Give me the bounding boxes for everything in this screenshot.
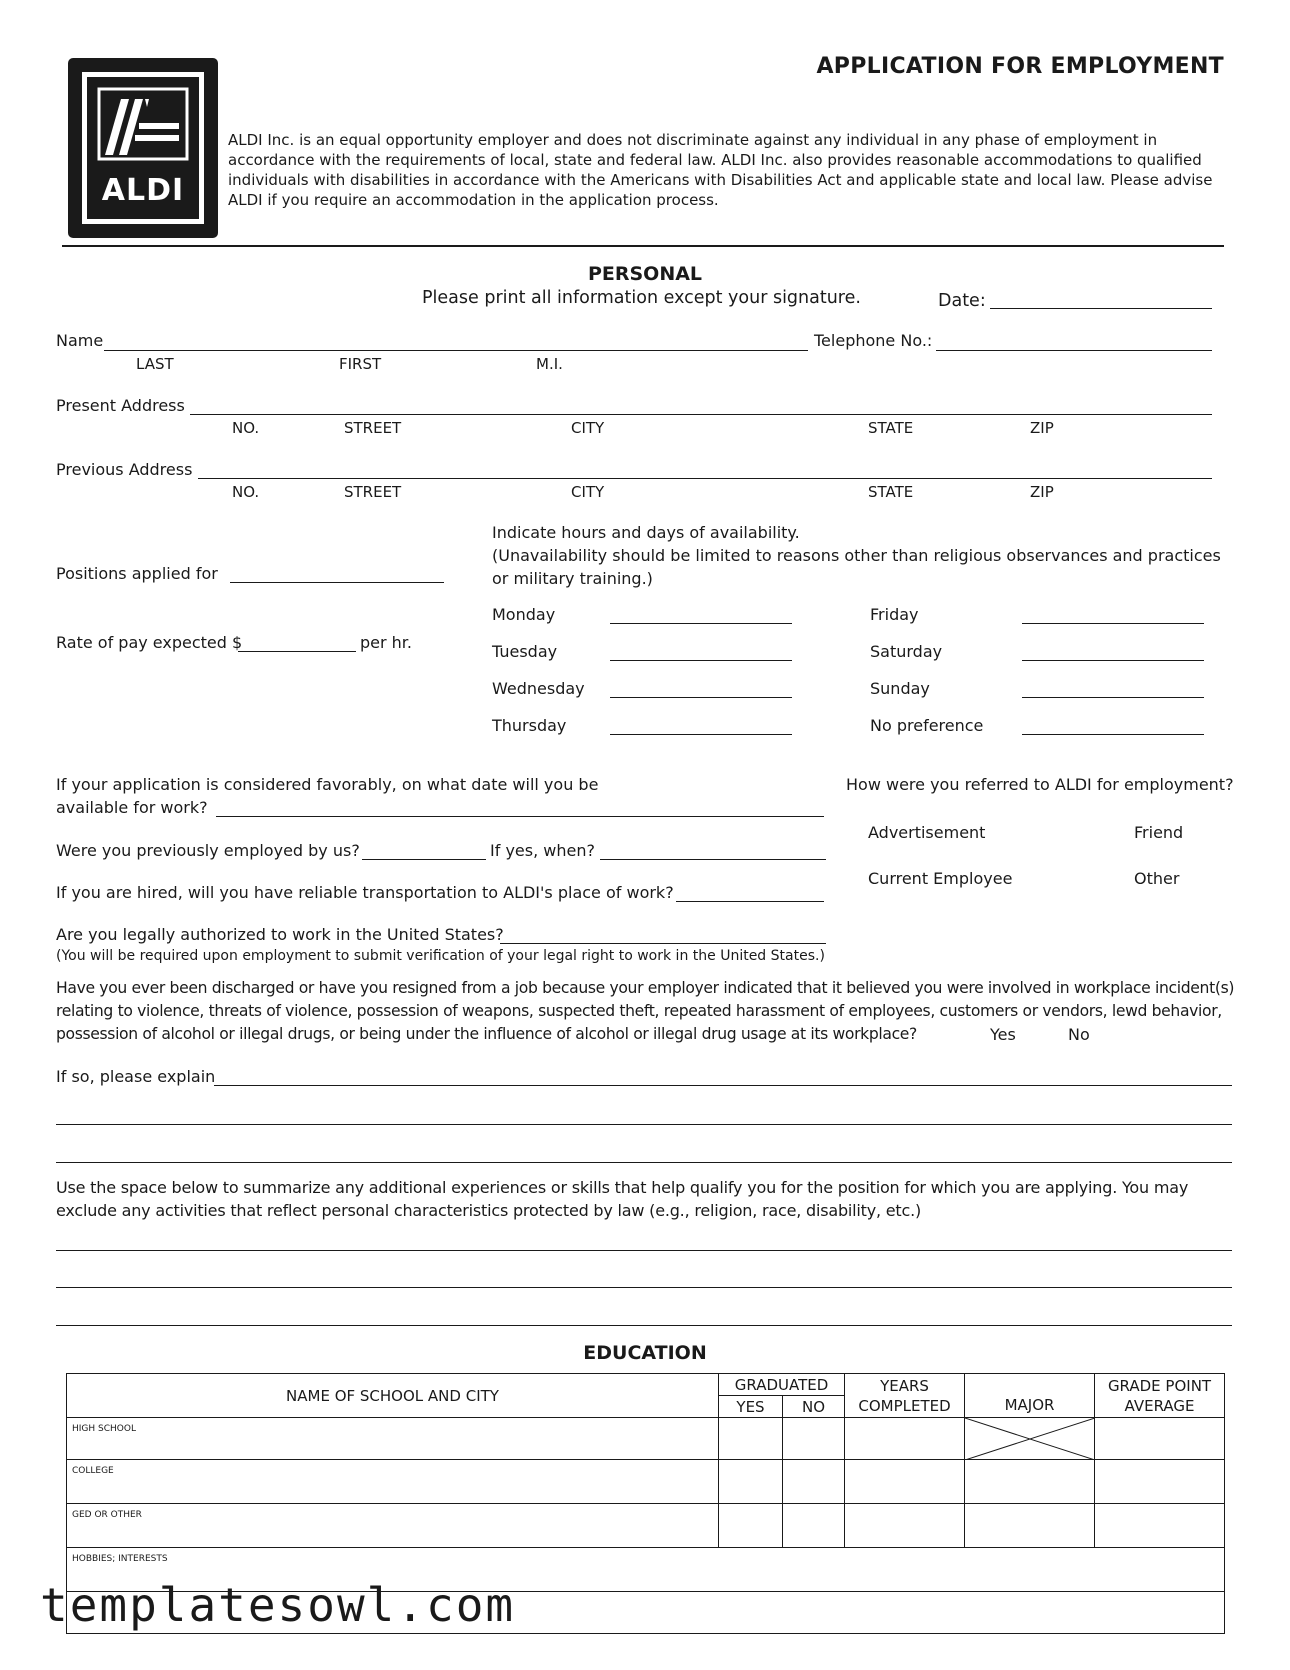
summary-field-1[interactable] [56, 1250, 1232, 1251]
eeo-disclaimer: ALDI Inc. is an equal opportunity employer and does not discriminate against any individual in any phase of employment in accordance with the requirements of local, state and federal law. ALDI Inc. also provides reasonable accommodations to qualified individuals with disabilities in accordance with the Americans with Disabilities Act and applicable state and local law. Please advise ALDI if you require an accommodation in the application process. [228, 131, 1213, 209]
explain-field-1[interactable] [214, 1085, 1232, 1086]
years-cell[interactable] [845, 1504, 965, 1548]
day-friday: Friday [870, 605, 919, 624]
authorized-label: Are you legally authorized to work in the United States? [56, 925, 504, 944]
authorized-field[interactable] [500, 943, 826, 944]
col-school-header: NAME OF SCHOOL AND CITY [67, 1374, 719, 1418]
referred-friend[interactable]: Friend [1134, 823, 1184, 842]
friday-field[interactable] [1022, 623, 1204, 624]
summary-line1: Use the space below to summarize any additional experiences or skills that help qualify you for the position for which you are applying. You may [56, 1178, 1189, 1197]
rate-label: Rate of pay expected $ [56, 633, 243, 652]
day-monday: Monday [492, 605, 556, 624]
day-saturday: Saturday [870, 642, 943, 661]
referred-current-employee[interactable]: Current Employee [868, 869, 1013, 888]
years-cell[interactable] [845, 1418, 965, 1460]
rate-suffix: per hr. [360, 633, 412, 652]
previous-city-caption: CITY [571, 483, 605, 501]
previous-address-label: Previous Address [56, 460, 193, 479]
form-title: APPLICATION FOR EMPLOYMENT [816, 54, 1224, 79]
rate-field[interactable] [238, 651, 356, 652]
school-cell[interactable] [67, 1460, 719, 1504]
graduated-no-cell[interactable] [783, 1460, 845, 1504]
date-label: Date: [938, 291, 986, 311]
name-mi-caption: M.I. [536, 355, 563, 373]
transportation-label: If you are hired, will you have reliable transportation to ALDI's place of work? [56, 883, 674, 902]
telephone-label: Telephone No.: [814, 331, 933, 350]
gpa-cell[interactable] [1095, 1504, 1225, 1548]
transportation-field[interactable] [676, 901, 824, 902]
logo-wordmark: ALDI [101, 173, 185, 208]
education-section-title: EDUCATION [583, 1342, 707, 1364]
col-yes-header: YES [719, 1396, 783, 1418]
gpa-cell[interactable] [1095, 1418, 1225, 1460]
referred-question: How were you referred to ALDI for employment? [846, 775, 1234, 794]
aldi-logo [68, 58, 218, 238]
name-label: Name [56, 331, 104, 350]
date-field[interactable] [990, 308, 1212, 309]
graduated-yes-cell[interactable] [719, 1460, 783, 1504]
day-wednesday: Wednesday [492, 679, 585, 698]
availability-line1: Indicate hours and days of availability. [492, 523, 800, 542]
present-street-caption: STREET [344, 419, 402, 437]
explain-field-3[interactable] [56, 1162, 1232, 1163]
col-major-header: MAJOR [965, 1374, 1095, 1418]
day-tuesday: Tuesday [492, 642, 558, 661]
sunday-field[interactable] [1022, 697, 1204, 698]
day-thursday: Thursday [492, 716, 567, 735]
col-years-header-line2: COMPLETED [858, 1396, 951, 1415]
gpa-cell[interactable] [1095, 1460, 1225, 1504]
saturday-field[interactable] [1022, 660, 1204, 661]
discharged-line3: possession of alcohol or illegal drugs, or being under the influence of alcohol or illegal drug usage at its workplace? [56, 1025, 917, 1043]
monday-field[interactable] [610, 623, 792, 624]
present-address-field[interactable] [190, 414, 1212, 415]
summary-line2: exclude any activities that reflect personal characteristics protected by law (e.g., religion, race, disability, etc.) [56, 1201, 921, 1220]
previous-zip-caption: ZIP [1030, 483, 1054, 501]
present-state-caption: STATE [868, 419, 914, 437]
major-cell[interactable] [965, 1460, 1095, 1504]
available-date-field[interactable] [216, 816, 824, 817]
table-row [67, 1418, 1225, 1460]
present-address-label: Present Address [56, 396, 185, 415]
discharged-no[interactable]: No [1068, 1025, 1090, 1044]
col-no-header: NO [783, 1396, 845, 1418]
col-graduated-header: GRADUATED [719, 1374, 845, 1396]
summary-field-2[interactable] [56, 1287, 1232, 1288]
availability-line2: (Unavailability should be limited to reasons other than religious observances and practices [492, 546, 1221, 565]
day-sunday: Sunday [870, 679, 930, 698]
header-divider [62, 245, 1224, 247]
previously-employed-label: Were you previously employed by us? [56, 841, 360, 860]
row-label-high-school: HIGH SCHOOL [72, 1424, 136, 1434]
graduated-yes-cell[interactable] [719, 1504, 783, 1548]
availability-line3: or military training.) [492, 569, 653, 588]
tuesday-field[interactable] [610, 660, 792, 661]
personal-section-title: PERSONAL [587, 263, 703, 285]
col-gpa-header [1095, 1374, 1225, 1418]
positions-label: Positions applied for [56, 564, 218, 583]
previous-street-caption: STREET [344, 483, 402, 501]
no-preference-field[interactable] [1022, 734, 1204, 735]
cross-out-icon [965, 1418, 1095, 1460]
name-field[interactable] [104, 350, 808, 351]
watermark: templatesowl.com [40, 1578, 516, 1632]
explain-field-2[interactable] [56, 1124, 1232, 1125]
discharged-line1: Have you ever been discharged or have you resigned from a job because your employer indicated that it believed you were involved in workplace incident(s) [56, 979, 1235, 997]
available-date-line2: available for work? [56, 798, 208, 817]
wednesday-field[interactable] [610, 697, 792, 698]
major-cell-crossed [965, 1418, 1095, 1460]
row-label-ged: GED OR OTHER [72, 1510, 142, 1520]
present-zip-caption: ZIP [1030, 419, 1054, 437]
table-row [67, 1504, 1225, 1548]
telephone-field[interactable] [936, 350, 1212, 351]
explain-label: If so, please explain [56, 1067, 216, 1086]
available-date-line1: If your application is considered favorably, on what date will you be [56, 775, 599, 794]
graduated-no-cell[interactable] [783, 1418, 845, 1460]
table-row [67, 1460, 1225, 1504]
row-label-hobbies: HOBBIES; INTERESTS [72, 1554, 168, 1564]
summary-field-3[interactable] [56, 1325, 1232, 1326]
previous-address-field[interactable] [198, 478, 1212, 479]
row-label-college: COLLEGE [72, 1466, 114, 1476]
discharged-yes[interactable]: Yes [990, 1025, 1016, 1044]
graduated-no-cell[interactable] [783, 1504, 845, 1548]
years-cell[interactable] [845, 1460, 965, 1504]
referred-advertisement[interactable]: Advertisement [868, 823, 986, 842]
print-instruction: Please print all information except your signature. [422, 288, 861, 308]
discharged-line2: relating to violence, threats of violence, possession of weapons, suspected theft, repeated harassment of employees, customers or vendors, lewd behavior, [56, 1002, 1222, 1020]
graduated-yes-cell[interactable] [719, 1418, 783, 1460]
name-last-caption: LAST [136, 355, 174, 373]
col-years-header-line1: YEARS [880, 1376, 929, 1395]
previous-no-caption: NO. [232, 483, 260, 501]
referred-other[interactable]: Other [1134, 869, 1180, 888]
if-yes-when-label: If yes, when? [490, 841, 595, 860]
major-cell[interactable] [965, 1504, 1095, 1548]
day-no-preference: No preference [870, 716, 984, 735]
col-gpa-header-line2: AVERAGE [1124, 1396, 1195, 1415]
thursday-field[interactable] [610, 734, 792, 735]
previous-state-caption: STATE [868, 483, 914, 501]
previously-employed-field[interactable] [362, 859, 486, 860]
authorized-note: (You will be required upon employment to submit verification of your legal right to work in the United States.) [56, 948, 825, 964]
col-gpa-header-line1: GRADE POINT [1107, 1376, 1212, 1395]
present-city-caption: CITY [571, 419, 605, 437]
school-cell[interactable] [67, 1504, 719, 1548]
name-first-caption: FIRST [339, 355, 382, 373]
if-yes-when-field[interactable] [600, 859, 826, 860]
col-years-header [845, 1374, 965, 1418]
school-cell[interactable] [67, 1418, 719, 1460]
positions-field[interactable] [230, 582, 444, 583]
present-no-caption: NO. [232, 419, 260, 437]
